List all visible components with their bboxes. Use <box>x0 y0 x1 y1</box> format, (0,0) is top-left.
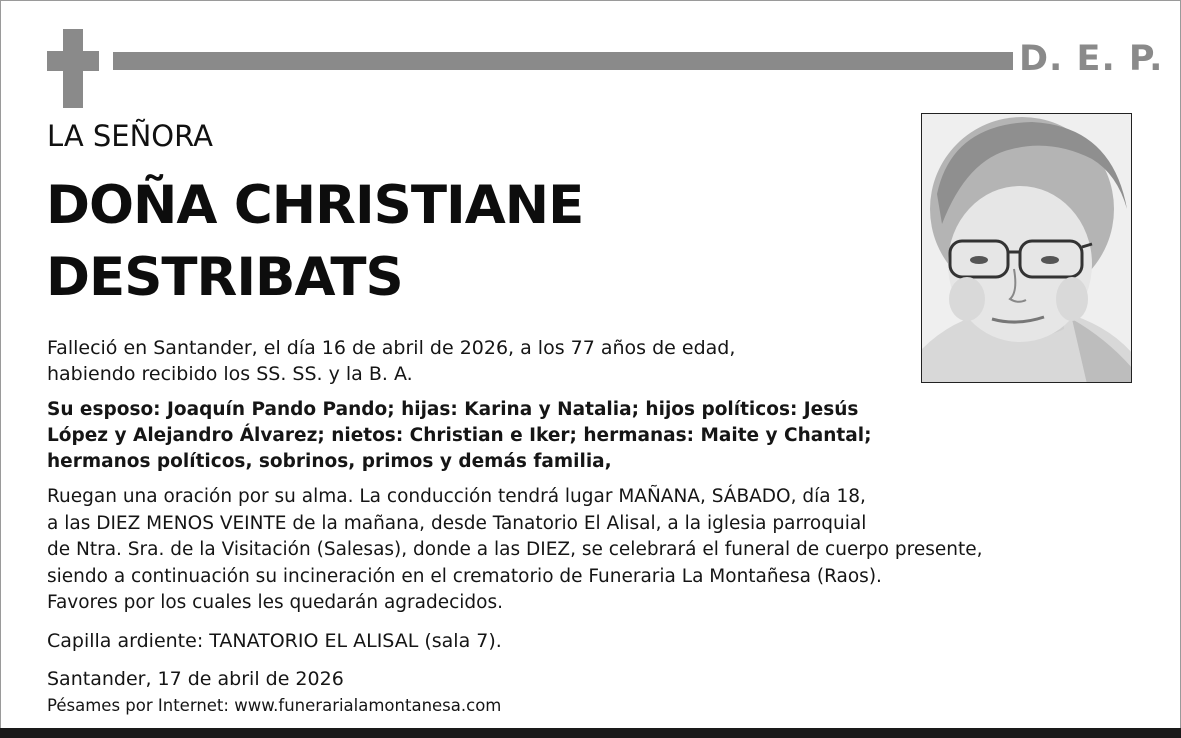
death-notice-line: habiendo recibido los SS. SS. y la B. A. <box>47 363 413 385</box>
portrait-image <box>922 114 1132 383</box>
service-details <box>47 484 982 617</box>
chapel-info: Capilla ardiente: TANATORIO EL ALISAL (sala 7). <box>47 630 502 652</box>
name-line-1: DOÑA CHRISTIANE <box>46 175 584 236</box>
service-line: siendo a continuación su incineración en el crematorio de Funeraria La Montañesa (Raos). <box>47 565 882 587</box>
family-line: hermanos políticos, sobrinos, primos y demás familia, <box>47 451 612 472</box>
header-rule <box>113 52 1013 70</box>
family-line: Su esposo: Joaquín Pando Pando; hijas: Karina y Natalia; hijos políticos: Jesús <box>47 399 859 420</box>
family-list <box>47 397 872 475</box>
dep-label: D. E. P. <box>1019 39 1164 79</box>
cross-icon-arm <box>47 51 99 71</box>
deceased-name <box>46 170 583 314</box>
death-notice-line: Falleció en Santander, el día 16 de abril de 2026, a los 77 años de edad, <box>47 337 736 359</box>
place-date: Santander, 17 de abril de 2026 <box>47 668 344 690</box>
service-line: de Ntra. Sra. de la Visitación (Salesas), donde a las DIEZ, se celebrará el funeral de cuerpo presente, <box>47 539 983 560</box>
condolences-link[interactable]: Pésames por Internet: www.funerarialamontanesa.com <box>47 696 502 715</box>
family-line: López y Alejandro Álvarez; nietos: Christian e Iker; hermanas: Maite y Chantal; <box>47 425 872 446</box>
service-line: a las DIEZ MENOS VEINTE de la mañana, desde Tanatorio El Alisal, a la iglesia parroquial <box>47 512 867 534</box>
service-line: Favores por los cuales les quedarán agradecidos. <box>47 592 504 613</box>
name-line-2: DESTRIBATS <box>46 247 403 308</box>
title-prefix: LA SEÑORA <box>47 119 213 153</box>
death-notice <box>47 335 735 387</box>
service-line: Ruegan una oración por su alma. La conducción tendrá lugar MAÑANA, SÁBADO, día 18, <box>47 486 866 507</box>
portrait-photo <box>921 113 1132 383</box>
footer-rule <box>0 728 1181 738</box>
